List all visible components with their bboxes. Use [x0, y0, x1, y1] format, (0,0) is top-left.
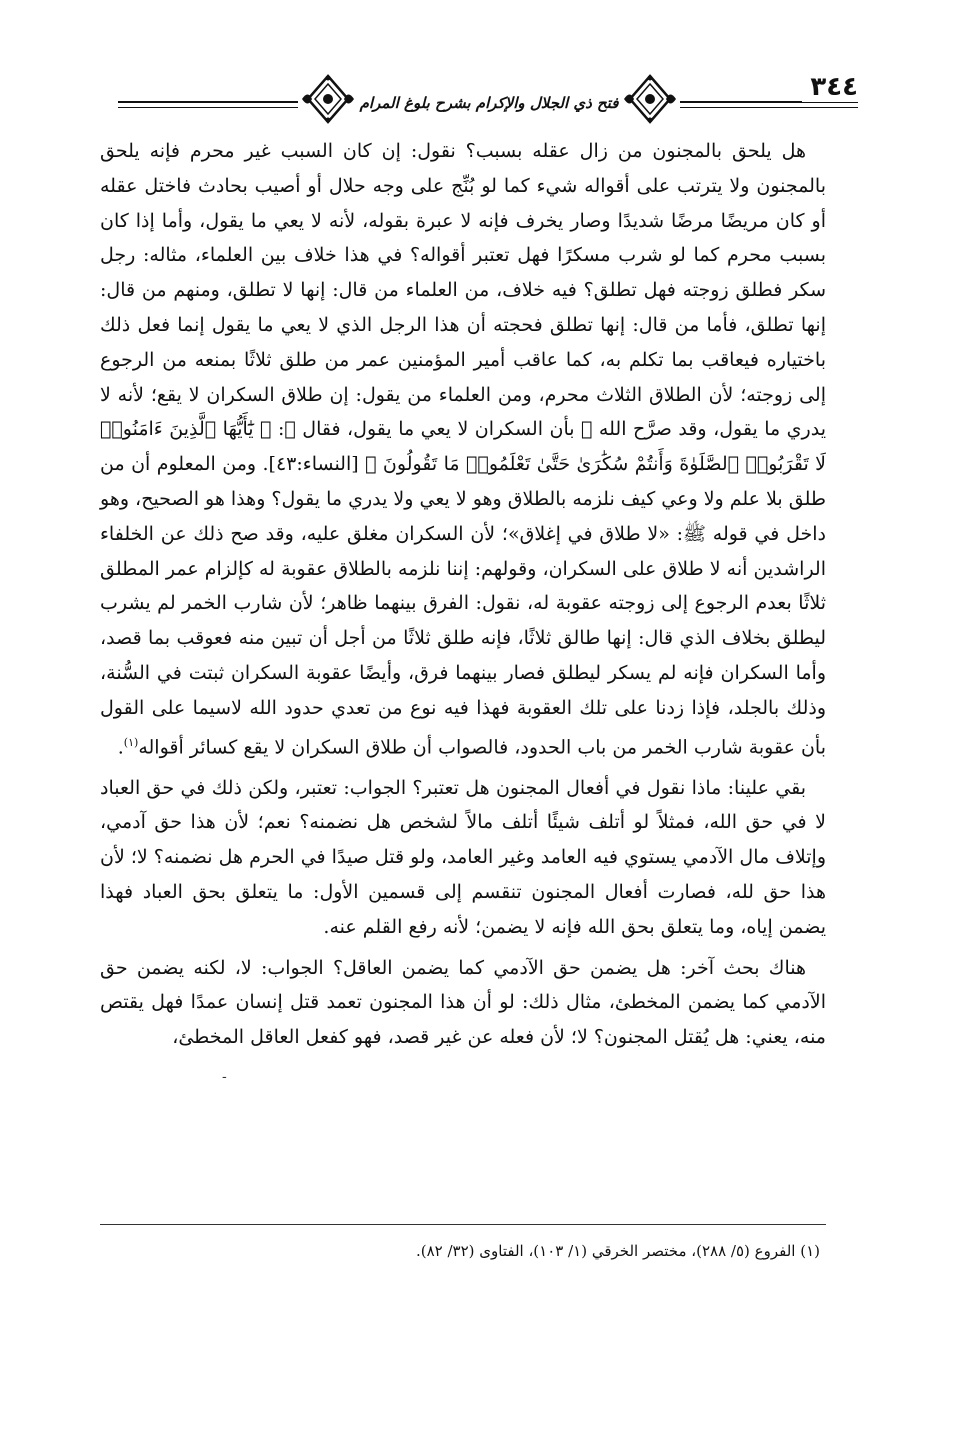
book-title: فتح ذي الجلال والإكرام بشرح بلوغ المرام: [358, 88, 620, 118]
stray-mark: -: [222, 1069, 227, 1085]
ornament-left-icon: [298, 72, 358, 126]
footnote: (١) الفروع (٥/ ٢٨٨)، مختصر الخرقي (١/ ١٠٣)، الفتاوى (٣٢/ ٨٢).: [415, 1242, 820, 1260]
page-number: ٣٤٤: [802, 72, 858, 102]
paragraph-end-mark: .: [117, 735, 124, 758]
page-header: [118, 70, 858, 132]
paragraph: هناك بحث آخر: هل يضمن حق الآدمي كما يضمن العاقل؟ الجواب: لا، لكنه يضمن حق الآدمي كما يضمن المخطئ، مثال ذلك: لو أن هذا المجنون تعمد قتل إنسان عمدًا فهل يقتص منه، يعني: هل يُقتل المجنون؟ لا؛ لأن فعله عن غير قصد، فهو كفعل العاقل المخطئ،: [100, 956, 826, 1049]
footnote-reference: (١): [123, 735, 139, 749]
paragraph-text: هل يلحق بالمجنون من زال عقله بسبب؟ نقول: إن كان السبب غير محرم فإنه يلحق بالمجنون ولا يترتب على أقواله شيء كما لو بُنِّج على وجه حلال أو أصيب بحادث فاختل عقله أو كان مريضًا مرضًا شديدًا وصار يخرف فإنه لا عبرة بقوله، لأنه لا يعي ما يقول، وأما إذا كان بسبب محرم كما لو شرب مسكرًا فهل تعتبر أقواله؟ في هذا خلاف بين العلماء، مثاله: رجل سكر فطلق زوجته فهل تطلق؟ فيه خلاف، من العلماء من قال: إنها لا تطلق، ومنهم من قال: إنها تطلق، فأما من قال: إنها تطلق فحجته أن هذا الرجل الذي لا يعي ما يقول إنما فعل ذلك باختياره فيعاقب بما تكلم به، كما عاقب أمير المؤمنين عمر من طلق ثلاثًا بمنعه من الرجوع إلى زوجته؛ لأن الطلاق الثلاث محرم، ومن العلماء من يقول: إن طلاق السكران لا يقع؛ لأنه لا يدري ما يقول، وقد صرَّح الله ﷻ بأن السكران لا يعي ما يقول، فقال ﷻ: ﴿ يَٰٓأَيُّهَا ٱلَّذِينَ ءَامَنُوا۟ لَا تَقْرَبُوا۟ ٱلصَّلَوٰةَ وَأَنتُمْ سُكَٰرَىٰ حَتَّىٰ تَعْلَمُوا۟ مَا تَقُولُونَ ﴾ [النساء:٤٣]. ومن المعلوم أن من طلق بلا علم ولا وعي كيف نلزمه بالطلاق وهو لا يعي ولا يدري ما يقول؟ وهذا هو الصحيح، وهو داخل في قوله ﷺ: «لا طلاق في إغلاق»؛ لأن السكران مغلق عليه، وقد صح ذلك عن الخلفاء الراشدين أنه لا طلاق على السكران، وقولهم: إننا نلزمه بالطلاق عقوبة له كإلزام عمر المطلق ثلاثًا بعدم الرجوع إلى زوجته عقوبة له، نقول: الفرق بينهما ظاهر؛ لأن شارب الخمر لم يشرب ليطلق بخلاف الذي قال: إنها طالق ثلاثًا، فإنه طلق ثلاثًا من أجل أن تبين منه فعوقب بما قصد، وأما السكران فإنه لم يسكر ليطلق فصار بينهما فرق، وأيضًا عقوبة السكران ثبتت في السُّنة، وذلك بالجلد، فإذا زدنا على تلك العقوبة فهذا فيه نوع من تعدي حدود الله لاسيما على القول بأن عقوبة شارب الخمر من باب الحدود، فالصواب أن طلاق السكران لا يقع كسائر أقواله: [100, 140, 826, 758]
paragraph: بقي علينا: ماذا نقول في أفعال المجنون هل تعتبر؟ الجواب: تعتبر، ولكن ذلك في حق العباد لا في حق الله، فمثلاً لو أتلف شيئًا أتلف مالاً لشخص هل نضمنه؟ نعم؛ لأن هذا حق آدمي، وإتلاف مال الآدمي يستوي فيه العامد وغير العامد، ولو قتل صيدًا في الحرم هل نضمنه؟ لا؛ لأن هذا حق لله، فصارت أفعال المجنون تنقسم إلى قسمين الأول: ما يتعلق بحق العباد فهذا يضمن إياه، وما يتعلق بحق الله فإنه لا يضمن؛ لأنه رفع القلم عنه.: [100, 776, 826, 938]
ornament-right-icon: [620, 72, 680, 126]
paragraph: [100, 134, 826, 765]
body-text: [100, 134, 826, 1061]
footnote-divider: [100, 1224, 826, 1225]
